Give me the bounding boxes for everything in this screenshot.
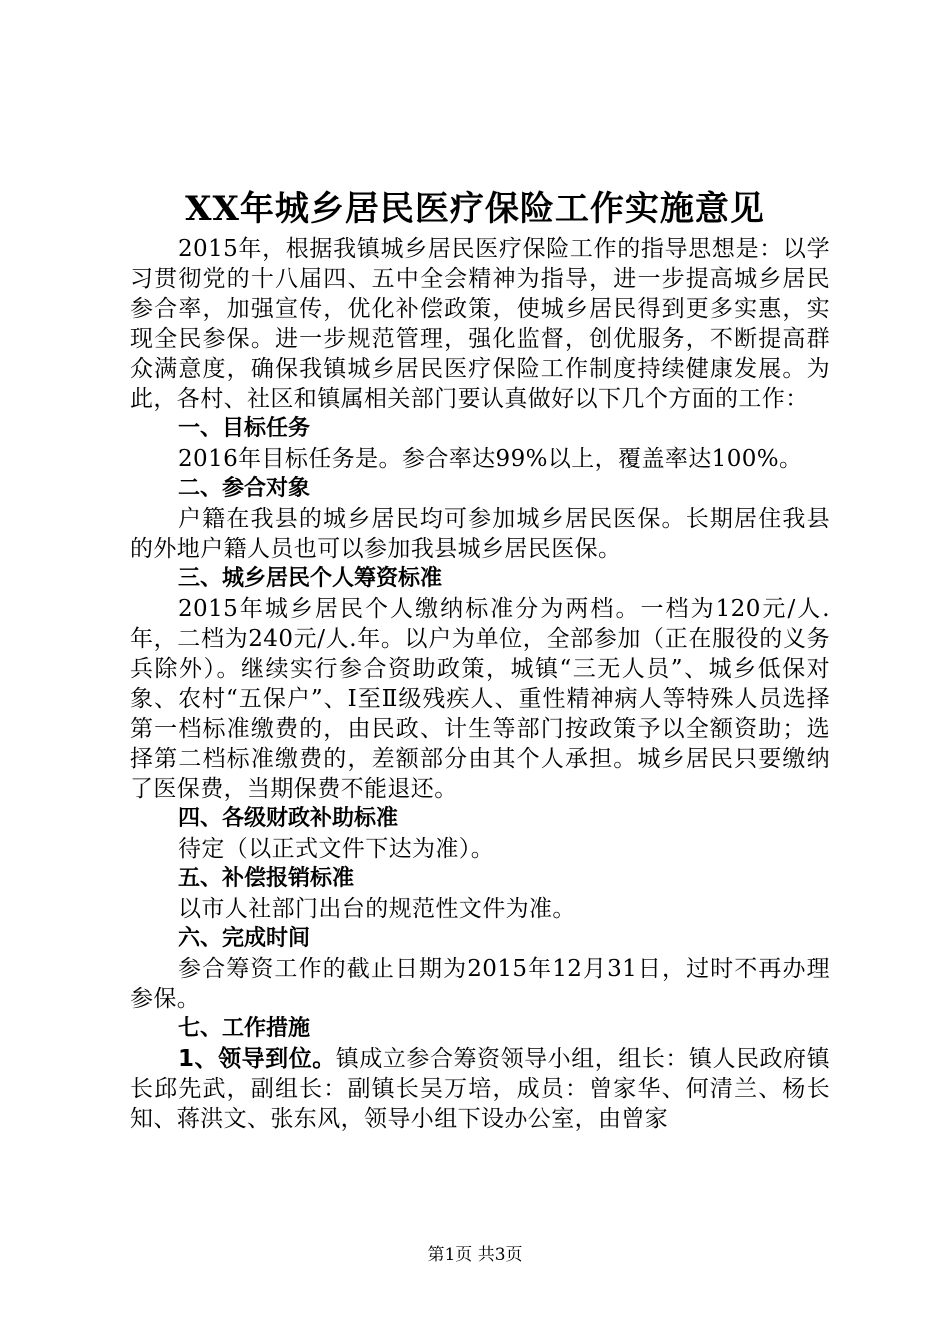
section-heading-participants: 二、参合对象: [178, 476, 311, 501]
section-heading-funding-standard: 三、城乡居民个人筹资标准: [178, 566, 443, 591]
section-text-reimbursement: 以市人社部门出台的规范性文件为准。: [178, 896, 576, 922]
section-text-participants: 户籍在我县的城乡居民均可参加城乡居民医保。长期居住我县的外地户籍人员也可以参加我县城乡居民医保。: [130, 506, 830, 562]
document-title: XX年城乡居民医疗保险工作实施意见: [185, 189, 765, 229]
page-number: 第1页 共3页: [427, 1245, 523, 1265]
intro-paragraph: 2015年，根据我镇城乡居民医疗保险工作的指导思想是：以学习贯彻党的十八届四、五中全会精神为指导，进一步提高城乡居民参合率，加强宣传，优化补偿政策，使城乡居民得到更多实惠，实现全民参保。进一步规范管理，强化监督，创优服务，不断提高群众满意度，确保我镇城乡居民医疗保险工作制度持续健康发展。为此，各村、社区和镇属相关部门要认真做好以下几个方面的工作：: [130, 236, 830, 412]
section-heading-fiscal-subsidy: 四、各级财政补助标准: [178, 806, 399, 831]
section-text-deadline: 参合筹资工作的截止日期为2015年12月31日，过时不再办理参保。: [130, 956, 830, 1012]
section-text-fiscal-subsidy: 待定（以正式文件下达为准）。: [178, 836, 495, 862]
measure-text: 镇成立参合筹资领导小组，组长：镇人民政府镇长邱先武，副组长：副镇长吴万培，成员：曾家华、何清兰、杨长知、蒋洪文、张东风，领导小组下设办公室，由曾家: [130, 1046, 830, 1132]
measure-lead: 1、领导到位。: [178, 1046, 336, 1072]
section-heading-deadline: 六、完成时间: [178, 926, 311, 951]
section-text-measures: [130, 1044, 830, 1134]
section-heading-targets: 一、目标任务: [178, 416, 311, 441]
section-heading-reimbursement: 五、补偿报销标准: [178, 866, 355, 891]
section-heading-measures: 七、工作措施: [178, 1016, 311, 1041]
section-text-funding-standard: 2015年城乡居民个人缴纳标准分为两档。一档为120元/人.年，二档为240元/人.年。以户为单位，全部参加（正在服役的义务兵除外）。继续实行参合资助政策，城镇“三无人员”、城乡低保对象、农村“五保户”、Ⅰ至Ⅱ级残疾人、重性精神病人等特殊人员选择第一档标准缴费的，由民政、计生等部门按政策予以全额资助；选择第二档标准缴费的，差额部分由其个人承担。城乡居民只要缴纳了医保费，当期保费不能退还。: [130, 596, 830, 802]
document-body: [130, 234, 830, 1134]
section-text-targets: 2016年目标任务是。参合率达99%以上，覆盖率达100%。: [178, 446, 803, 472]
